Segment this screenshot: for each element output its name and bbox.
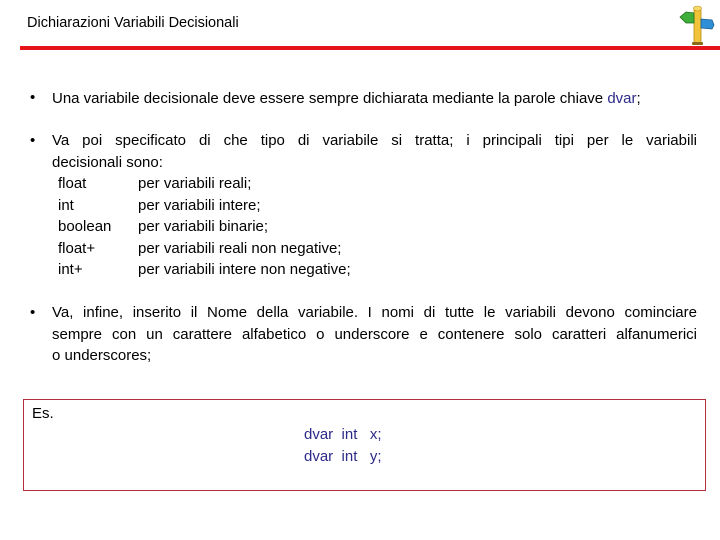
example-label: Es.: [32, 405, 54, 422]
keyword-dvar: dvar: [607, 90, 637, 107]
bullet-line: o underscores;: [52, 347, 152, 364]
bullet-line: Va, infine, inserito il Nome della variabile. I nomi di tutte le variabili devono cominciare: [52, 304, 697, 321]
type-row: [52, 238, 697, 260]
type-description: per variabili binarie;: [138, 218, 269, 235]
type-keyword: boolean: [58, 218, 112, 235]
code-line: dvar int y;: [304, 448, 382, 465]
type-keyword: int+: [58, 261, 83, 278]
type-row: [52, 259, 697, 281]
type-keyword: float: [58, 175, 87, 192]
bullet-dvar-statement: [52, 88, 702, 110]
bullet-variable-names: [52, 302, 697, 367]
example-box: [23, 399, 706, 491]
code-line: dvar int x;: [304, 426, 382, 443]
bullet-line: Va poi specificato di che tipo di variabile si tratta; i principali tipi per le variabili: [52, 132, 697, 149]
type-description: per variabili intere;: [138, 196, 261, 214]
type-keyword: int: [58, 196, 74, 214]
bullet-marker: •: [30, 89, 36, 106]
bullet-suffix: ;: [636, 90, 641, 107]
page-title: Dichiarazioni Variabili Decisionali: [27, 15, 239, 31]
type-keyword: float+: [58, 239, 96, 257]
type-description: per variabili intere non negative;: [138, 261, 351, 278]
bullet-text: Una variabile decisionale deve essere sempre dichiarata mediante la parole chiave: [52, 90, 604, 107]
signpost-icon: [676, 4, 716, 46]
bullet-types: [52, 130, 697, 281]
bullet-marker: •: [30, 132, 36, 149]
type-description: per variabili reali;: [138, 175, 252, 192]
bullet-line: decisionali sono:: [52, 153, 163, 171]
bullet-line: sempre con un carattere alfabetico o underscore e contenere solo caratteri alfanumerici: [52, 325, 697, 343]
type-row: [52, 195, 697, 217]
type-row: [52, 216, 697, 238]
type-description: per variabili reali non negative;: [138, 239, 342, 257]
title-divider: [20, 46, 720, 50]
bullet-marker: •: [30, 304, 36, 321]
type-row: [52, 173, 697, 195]
